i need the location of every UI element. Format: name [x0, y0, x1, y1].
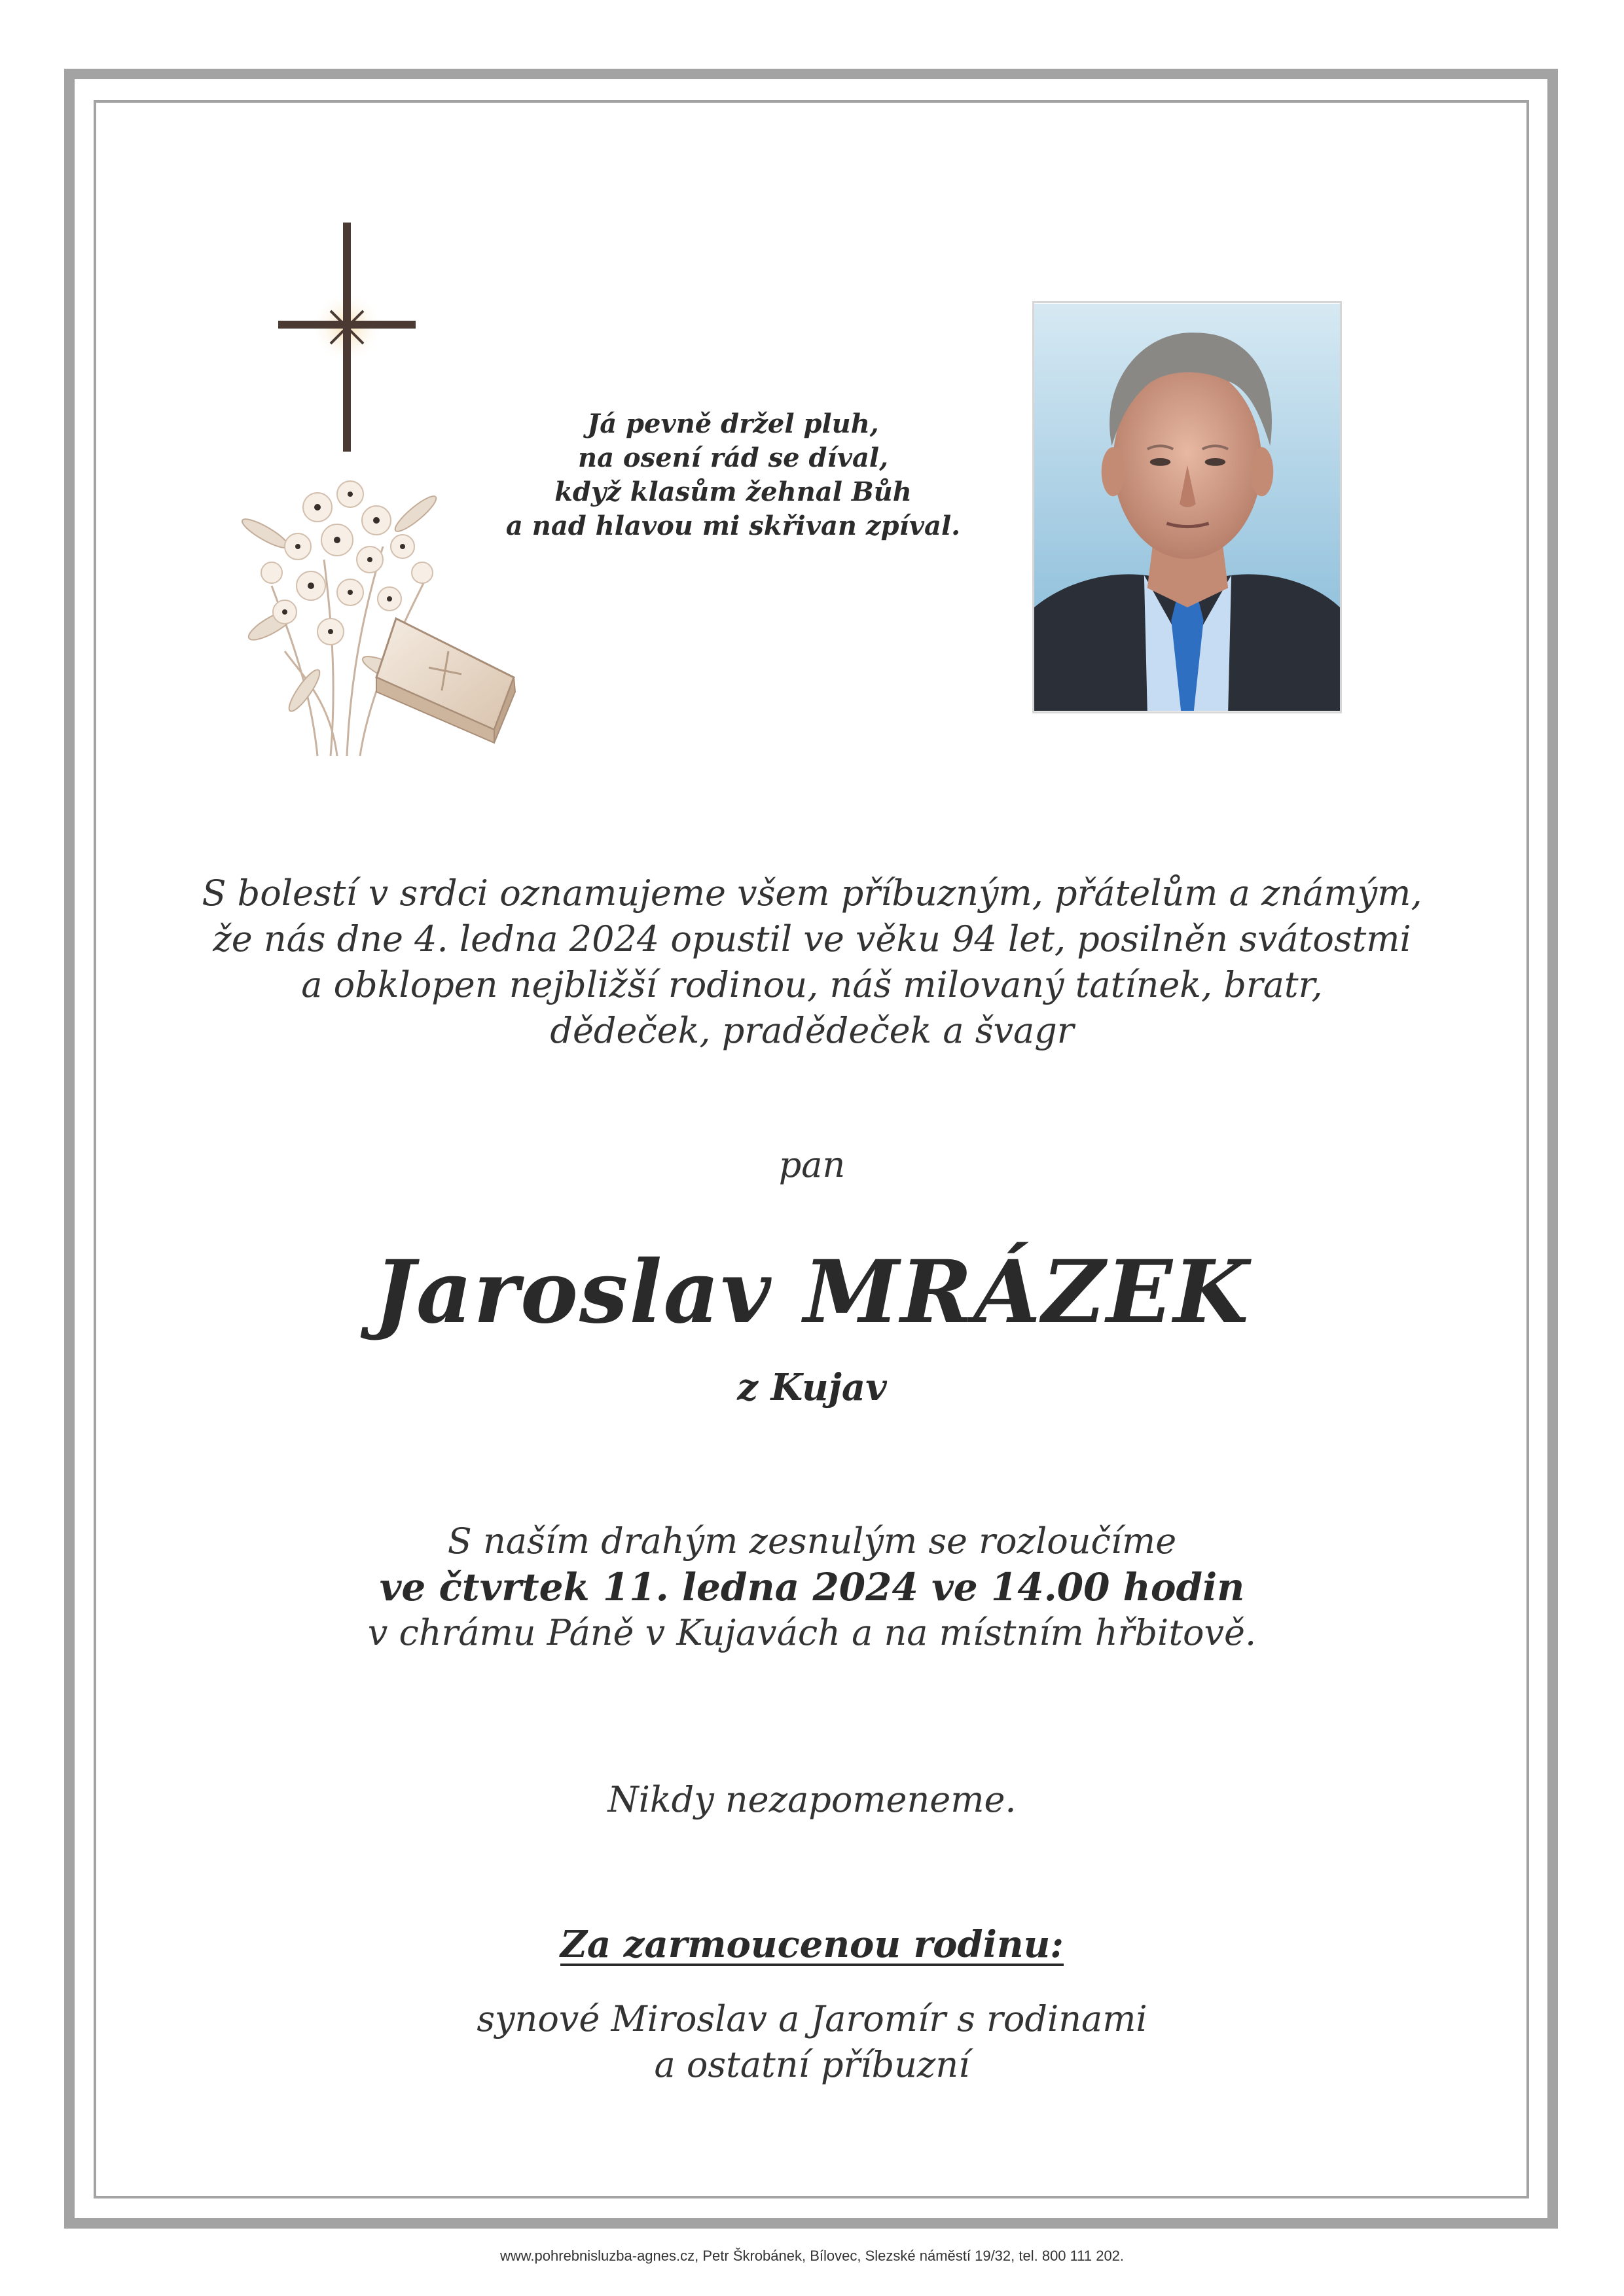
verse-block — [484, 407, 982, 543]
announcement-line: a obklopen nejbližší rodinou, náš milovaný tatínek, bratr, — [301, 964, 1323, 1005]
verse-line: Já pevně držel pluh, — [587, 408, 879, 439]
family-line: synové Miroslav a Jaromír s rodinami — [477, 1998, 1147, 2039]
announcement-text — [131, 870, 1493, 1054]
verse-line: na osení rád se díval, — [577, 442, 888, 473]
family-heading — [131, 1921, 1493, 1968]
footer-contact: www.pohrebnisluzba-agnes.cz, Petr Škrobánek, Bílovec, Slezské náměstí 19/32, tel. 800 111 202. — [499, 2248, 1125, 2264]
funeral-datetime: ve čtvrtek 11. ledna 2024 ve 14.00 hodin — [379, 1565, 1245, 1609]
verse-line: a nad hlavou mi skřivan zpíval. — [505, 511, 961, 541]
verse-line: když klasům žehnal Bůh — [554, 476, 912, 507]
family-heading-text: Za zarmoucenou rodinu: — [560, 1923, 1064, 1966]
deceased-name: Jaroslav MRÁZEK — [374, 1242, 1250, 1343]
family-line: a ostatní příbuzní — [654, 2044, 970, 2085]
funeral-line: S naším drahým zesnulým se rozloučíme — [447, 1520, 1177, 1562]
announcement-line: dědeček, pradědeček a švagr — [550, 1010, 1074, 1051]
honorific: pan — [778, 1144, 846, 1185]
portrait-photo — [1032, 301, 1342, 713]
family-list — [131, 1996, 1493, 2088]
deceased-origin: z Kujav — [737, 1366, 887, 1409]
funeral-info — [131, 1518, 1493, 1656]
funeral-place: v chrámu Páně v Kujavách a na místním hřbitově. — [367, 1612, 1257, 1653]
announcement-line: že nás dne 4. ledna 2024 opustil ve věku 94 let, posilněn svátostmi — [213, 918, 1411, 960]
closing-line: Nikdy nezapomeneme. — [607, 1779, 1017, 1820]
announcement-line: S bolestí v srdci oznamujeme všem příbuzným, přátelům a známým, — [202, 872, 1422, 914]
